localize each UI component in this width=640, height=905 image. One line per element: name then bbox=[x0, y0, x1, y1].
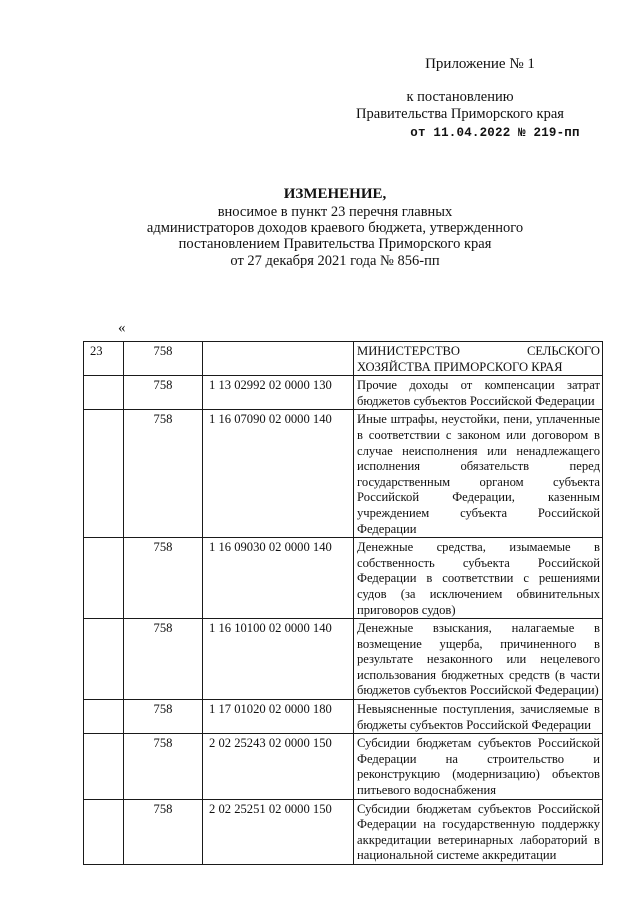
revenue-code bbox=[203, 342, 354, 376]
table-row bbox=[84, 538, 603, 619]
revenue-code: 1 16 09030 02 0000 140 bbox=[203, 538, 354, 619]
table-row bbox=[84, 376, 603, 410]
table-row bbox=[84, 799, 603, 864]
row-number bbox=[84, 799, 124, 864]
revenue-name: Денежные взыскания, налагаемые в возмещение ущерба, причиненного в результате незаконного или нецелевого использования бюджетных средств (в части бюджетов субъектов Российской Федерации) bbox=[354, 619, 603, 700]
revenue-code: 1 13 02992 02 0000 130 bbox=[203, 376, 354, 410]
table-row bbox=[84, 619, 603, 700]
opening-quote-mark: « bbox=[118, 320, 126, 336]
row-number bbox=[84, 410, 124, 538]
revenue-name: Невыясненные поступления, зачисляемые в бюджеты субъектов Российской Федерации bbox=[354, 700, 603, 734]
table-row bbox=[84, 342, 603, 376]
admin-code: 758 bbox=[124, 342, 203, 376]
revenue-administrators-table bbox=[83, 341, 603, 865]
revenue-code: 2 02 25243 02 0000 150 bbox=[203, 734, 354, 799]
admin-code: 758 bbox=[124, 376, 203, 410]
row-number bbox=[84, 538, 124, 619]
row-number: 23 bbox=[84, 342, 124, 376]
admin-code: 758 bbox=[124, 700, 203, 734]
subtitle-line: постановлением Правительства Приморского края bbox=[178, 236, 492, 252]
subtitle-line: администраторов доходов краевого бюджета, утвержденного bbox=[146, 220, 524, 236]
admin-code: 758 bbox=[124, 734, 203, 799]
revenue-name: Иные штрафы, неустойки, пени, уплаченные в соответствии с законом или договором в случае неисполнения или ненадлежащего исполнения обязательств перед государственным органом субъекта Российской Федерации, казенным учреждением субъекта Российской Федерации bbox=[354, 410, 603, 538]
revenue-name: Субсидии бюджетам субъектов Российской Федерации на государственную поддержку аккредитации ветеринарных лабораторий в национальной системе аккредитации bbox=[354, 799, 603, 864]
revenue-code: 1 16 10100 02 0000 140 bbox=[203, 619, 354, 700]
to-resolution-label: к постановлению bbox=[406, 89, 514, 105]
revenue-code: 2 02 25251 02 0000 150 bbox=[203, 799, 354, 864]
table-row bbox=[84, 700, 603, 734]
revenue-name: Субсидии бюджетам субъектов Российской Федерации на строительство и реконструкцию (модернизацию) объектов питьевого водоснабжения bbox=[354, 734, 603, 799]
row-number bbox=[84, 734, 124, 799]
admin-code: 758 bbox=[124, 619, 203, 700]
table-row bbox=[84, 734, 603, 799]
admin-code: 758 bbox=[124, 799, 203, 864]
revenue-code: 1 17 01020 02 0000 180 bbox=[203, 700, 354, 734]
admin-code: 758 bbox=[124, 538, 203, 619]
appendix-title: Приложение № 1 bbox=[425, 56, 535, 72]
revenue-code: 1 16 07090 02 0000 140 bbox=[203, 410, 354, 538]
subtitle-line: от 27 декабря 2021 года № 856-пп bbox=[230, 253, 440, 269]
revenue-name: Прочие доходы от компенсации затрат бюджетов субъектов Российской Федерации bbox=[354, 376, 603, 410]
row-number bbox=[84, 619, 124, 700]
document-title: ИЗМЕНЕНИЕ, bbox=[283, 186, 387, 202]
admin-code: 758 bbox=[124, 410, 203, 538]
resolution-reference: от 11.04.2022 № 219-пп bbox=[410, 126, 580, 140]
row-number bbox=[84, 376, 124, 410]
subtitle-line: вносимое в пункт 23 перечня главных bbox=[217, 204, 453, 220]
government-name: Правительства Приморского края bbox=[356, 106, 564, 122]
revenue-name: МИНИСТЕРСТВО СЕЛЬСКОГО ХОЗЯЙСТВА ПРИМОРСКОГО КРАЯ bbox=[354, 342, 603, 376]
revenue-name: Денежные средства, изымаемые в собственность субъекта Российской Федерации в соответствии с решениями судов (за исключением обвинительных приговоров судов) bbox=[354, 538, 603, 619]
row-number bbox=[84, 700, 124, 734]
table-row bbox=[84, 410, 603, 538]
